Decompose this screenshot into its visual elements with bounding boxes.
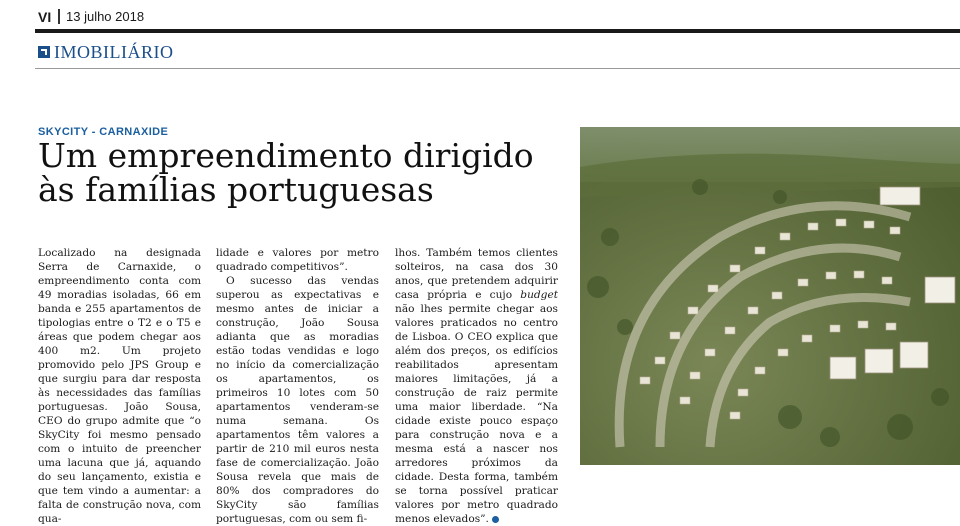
column-2-paragraph-2: O sucesso das vendas superou as expectativas e mesmo antes de iniciar a construção, João Sousa adianta que as moradias estão todas vendidas e logo no início da comercialização os apartamentos, os primeiros 10 lotes com 50 apartamentos venderam-se numa semana. Os apartamentos têm valores a partir de 210 mil euros nesta fase de comercialização. João Sousa revela que mais de 80% dos compradores do SkyCity são famílias portuguesas, com ou sem fi- — [216, 275, 379, 525]
column-3-emphasis: budget — [520, 289, 558, 301]
section-rule — [35, 68, 960, 69]
article-column-2 — [216, 246, 379, 526]
article-column-3 — [395, 246, 558, 526]
column-3-text-b: não lhes permite chegar aos valores praticados no centro de Lisboa. O CEO explica que além dos preços, os edifícios reabilitados apresentam maiores limitações, já a construção de raiz permite uma maior liberdade. “Na cidade existe pouco espaço para construção nova e a mesma está a nascer nos arredores próximos da cidade. Desta forma, também se torna possível praticar valores por metro quadrado menos elevados”. — [395, 303, 558, 525]
column-3-text-a: lhos. Também temos clientes solteiros, na casa dos 30 anos, que pretendem adquirir casa própria e cujo — [395, 247, 558, 301]
section-arrow-icon — [38, 46, 50, 58]
article-headline — [38, 136, 568, 209]
page-header — [0, 0, 960, 30]
headline-line-1: Um empreendimento dirigido — [38, 136, 534, 175]
header-rule — [35, 29, 960, 33]
issue-date: 13 julho 2018 — [66, 9, 145, 24]
article-column-1 — [38, 246, 201, 526]
article-kicker: SKYCITY - CARNAXIDE — [38, 126, 169, 138]
header-separator — [58, 9, 60, 24]
column-1-text: Localizado na designada Serra de Carnaxide, o empreendimento conta com 49 moradias isoladas, 66 em banda e 255 apartamentos de tipologias entre o T2 e o T5 e áreas que podem chegar aos 400 m2. Um projeto promovido pelo JPS Group e que surgiu para dar resposta às necessidades das famílias portuguesas. João Sousa, CEO do grupo admite que “o SkyCity foi mesmo pensado com o intuito de preencher uma lacuna que já, aquando do seu lançamento, existia e que tem vindo a aumentar: a falta de construção nova, com qua- — [38, 247, 201, 525]
section-title: IMOBILIÁRIO — [54, 42, 174, 62]
headline-line-2: às famílias portuguesas — [38, 170, 434, 209]
page-number: VI — [38, 9, 52, 25]
column-2-paragraph-1: lidade e valores por metro quadrado competitivos”. — [216, 247, 379, 273]
column-3-text — [395, 246, 558, 526]
aerial-photo-skycity — [580, 127, 960, 465]
aerial-photo-illustration — [580, 127, 960, 465]
end-mark-icon — [492, 516, 499, 523]
